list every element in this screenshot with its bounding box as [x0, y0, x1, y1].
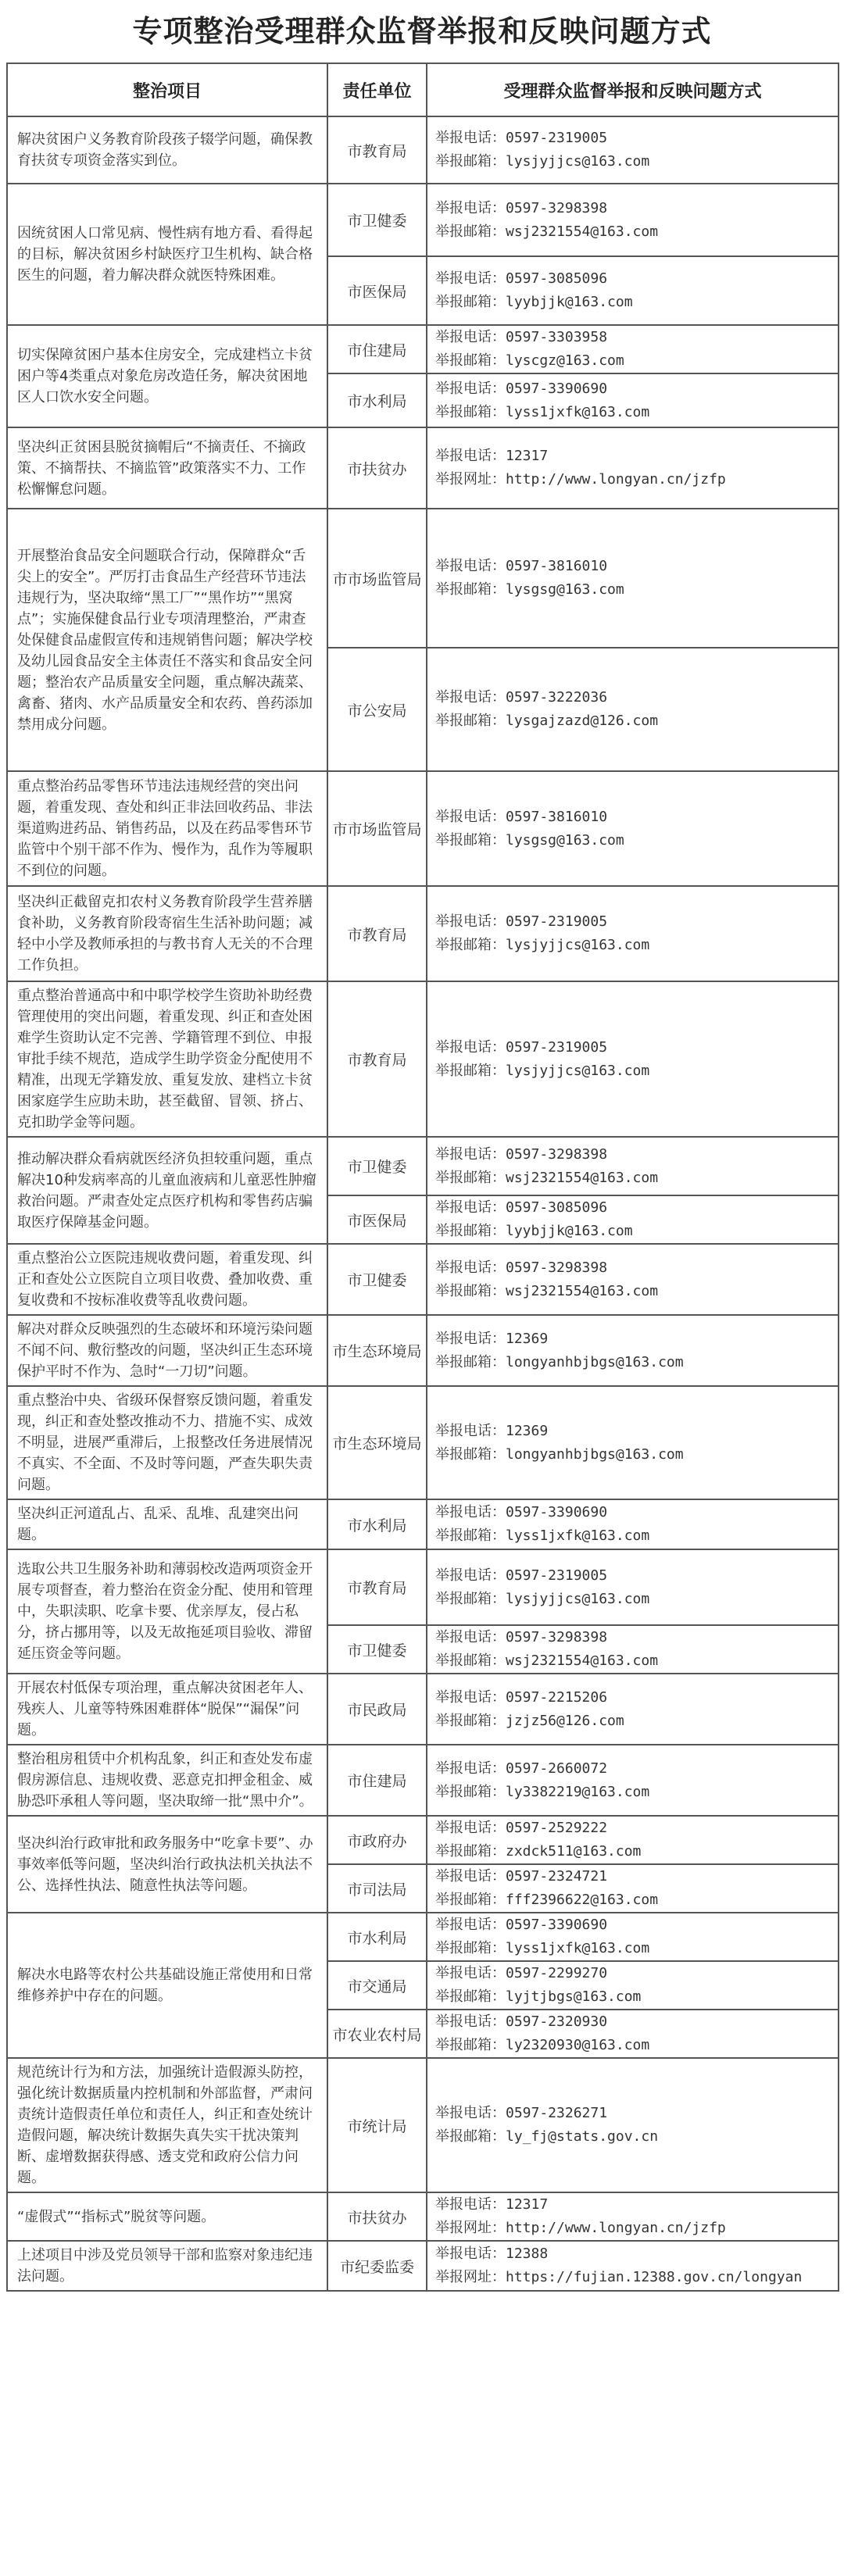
phone-label: 举报电话：	[435, 1567, 506, 1584]
item-cell: 因统贫困人口常见病、慢性病有地方看、看得起的目标，解决贫困乡村缺医疗卫生机构、缺合格医生的问题，着力解决群众就医特殊困难。	[7, 184, 327, 325]
email-line	[435, 1985, 830, 2009]
email-line	[435, 1167, 830, 1190]
phone-label: 举报电话：	[435, 1965, 506, 1981]
phone-label: 举报电话：	[435, 1422, 506, 1439]
table-row	[7, 981, 839, 1137]
phone-label: 举报电话：	[435, 558, 506, 574]
phone-line	[435, 445, 830, 468]
dept-cell: 市统计局	[327, 2058, 427, 2192]
table-row	[7, 1549, 839, 1625]
dept-cell: 市医保局	[327, 1195, 427, 1244]
phone-line	[435, 1327, 830, 1351]
email-line	[435, 220, 830, 244]
dept-cell: 市水利局	[327, 1913, 427, 1961]
phone-line	[435, 1036, 830, 1059]
email-line	[435, 1220, 830, 1243]
email-line	[435, 401, 830, 424]
phone-value: 0597-3085096	[506, 270, 608, 287]
phone-line	[435, 2102, 830, 2125]
phone-label: 举报电话：	[435, 199, 506, 216]
email-label: 举报邮箱：	[435, 294, 506, 310]
table-row	[7, 1816, 839, 1864]
dept-cell: 市扶贫办	[327, 427, 427, 509]
contact-cell	[427, 1499, 839, 1549]
phone-line	[435, 1913, 830, 1937]
email-line	[435, 150, 830, 173]
email-label: 举报邮箱：	[435, 1169, 506, 1186]
email-line	[435, 934, 830, 957]
email-value[interactable]: ly_fj@stats.gov.cn	[506, 2128, 659, 2145]
table-row	[7, 1499, 839, 1549]
table-row	[7, 1315, 839, 1386]
phone-label: 举报电话：	[435, 1038, 506, 1056]
phone-label: 举报电话：	[435, 130, 506, 146]
email-line	[435, 1840, 830, 1863]
phone-value: 0597-3222036	[506, 689, 608, 706]
phone-label: 举报电话：	[435, 1688, 506, 1706]
phone-line	[435, 555, 830, 578]
table-row	[7, 2192, 839, 2241]
email-line	[435, 829, 830, 852]
phone-value: 0597-3390690	[506, 380, 608, 397]
phone-value: 0597-2319005	[506, 1567, 608, 1584]
dept-cell: 市住建局	[327, 325, 427, 373]
phone-line	[435, 1420, 830, 1443]
email-line	[435, 1649, 830, 1673]
email-label: 举报邮箱：	[435, 1652, 506, 1669]
phone-value: 12317	[506, 2196, 549, 2213]
phone-line	[435, 1757, 830, 1781]
item-cell: 重点整治药品零售环节违法违规经营的突出问题，着重发现、查处和纠正非法回收药品、非法渠道购进药品、销售药品，以及在药品零售环节监管中个别干部不作为、慢作为，乱作为等履职不到位的问题。	[7, 771, 327, 886]
site-value[interactable]: https://fujian.12388.gov.cn/longyan	[506, 2269, 803, 2285]
email-label: 举报邮箱：	[435, 1892, 506, 1908]
phone-label: 举报电话：	[435, 448, 506, 464]
email-label: 举报邮箱：	[435, 2128, 506, 2145]
email-label: 举报邮箱：	[435, 1282, 506, 1299]
item-cell: 开展整治食品安全问题联合行动，保障群众“舌尖上的安全”。严厉打击食品生产经营环节违法违规行为，坚决取缔“黑工厂”“黑作坊”“黑窝点”；实施保健食品行业专项清理整治，严肃查处保健食品虚假宣传和违规销售问题；解决学校及幼儿园食品安全主体责任不落实和食品安全问题；整治农产品质量安全问题，重点解决蔬菜、禽畜、猪肉、水产品质量安全和农药、兽药添加禁用成分问题。	[7, 509, 327, 771]
email-label: 举报邮箱：	[435, 1590, 506, 1607]
email-value[interactable]: lyybjjk@163.com	[506, 1223, 633, 1239]
phone-value: 12369	[506, 1422, 549, 1439]
site-label: 举报网址：	[435, 2269, 506, 2285]
dept-cell: 市卫健委	[327, 184, 427, 256]
phone-label: 举报电话：	[435, 1917, 506, 1933]
phone-line	[435, 1626, 830, 1649]
email-value[interactable]: lyss1jxfk@163.com	[506, 1527, 650, 1544]
phone-line	[435, 1865, 830, 1888]
item-cell: 解决贫困户义务教育阶段孩子辍学问题，确保教育扶贫专项资金落实到位。	[7, 116, 327, 184]
email-line	[435, 1280, 830, 1303]
email-value[interactable]: lyss1jxfk@163.com	[506, 1940, 650, 1956]
phone-value: 0597-3298398	[506, 199, 608, 216]
phone-label: 举报电话：	[435, 2196, 506, 2213]
phone-line	[435, 1143, 830, 1167]
phone-line	[435, 806, 830, 829]
email-label: 举报邮箱：	[435, 713, 506, 729]
phone-label: 举报电话：	[435, 1259, 506, 1276]
table-row	[7, 1244, 839, 1315]
phone-value: 0597-2215206	[506, 1688, 608, 1706]
dept-cell: 市民政局	[327, 1674, 427, 1745]
dept-cell: 市司法局	[327, 1864, 427, 1913]
contact-cell	[427, 1745, 839, 1816]
email-value[interactable]: lyybjjk@163.com	[506, 294, 633, 310]
phone-label: 举报电话：	[435, 1629, 506, 1645]
contact-cell	[427, 1913, 839, 1961]
phone-line	[435, 1256, 830, 1280]
dept-cell: 市扶贫办	[327, 2192, 427, 2241]
item-cell: 重点整治中央、省级环保督察反馈问题，着重发现，纠正和查处整改推动不力、措施不实、成效不明显，进展严重滞后，上报整改任务进展情况不真实、不全面、不及时等问题，严查失职失责问题。	[7, 1386, 327, 1499]
item-cell: 坚决纠正河道乱占、乱采、乱堆、乱建突出问题。	[7, 1499, 327, 1549]
phone-label: 举报电话：	[435, 1330, 506, 1347]
table-header-row	[7, 63, 839, 116]
phone-value: 12388	[506, 2246, 549, 2262]
dept-cell: 市教育局	[327, 886, 427, 981]
phone-line	[435, 910, 830, 934]
site-line	[435, 2266, 830, 2289]
table-row	[7, 509, 839, 648]
item-cell: 切实保障贫困户基本住房安全，完成建档立卡贫困户等4类重点对象危房改造任务，解决贫困地区人口饮水安全问题。	[7, 325, 327, 427]
email-label: 举报邮箱：	[435, 223, 506, 240]
dept-cell: 市教育局	[327, 981, 427, 1137]
dept-cell: 市教育局	[327, 116, 427, 184]
table-row	[7, 1386, 839, 1499]
contact-cell	[427, 427, 839, 509]
dept-cell: 市医保局	[327, 256, 427, 325]
header-item: 整治项目	[7, 63, 327, 116]
contact-cell	[427, 771, 839, 886]
phone-line	[435, 686, 830, 709]
table-row	[7, 771, 839, 886]
phone-line	[435, 1501, 830, 1524]
dept-cell: 市交通局	[327, 1961, 427, 2010]
phone-line	[435, 1564, 830, 1588]
contact-cell	[427, 1864, 839, 1913]
phone-label: 举报电话：	[435, 1820, 506, 1836]
contact-cell	[427, 116, 839, 184]
phone-value: 0597-3390690	[506, 1917, 608, 1933]
site-label: 举报网址：	[435, 2220, 506, 2236]
phone-line	[435, 1962, 830, 1985]
phone-label: 举报电话：	[435, 1868, 506, 1885]
email-label: 举报邮箱：	[435, 153, 506, 170]
item-cell: 选取公共卫生服务补助和薄弱校改造两项资金开展专项督查，着力整治在资金分配、使用和管理中，失职渎职、吃拿卡要、优亲厚友，侵占私分，挤占挪用等，以及无故拖延项目验收、滞留延压资金等问题。	[7, 1549, 327, 1674]
table-row	[7, 1674, 839, 1745]
phone-line	[435, 127, 830, 150]
table-row	[7, 886, 839, 981]
phone-value: 0597-3303958	[506, 329, 608, 345]
phone-label: 举报电话：	[435, 2013, 506, 2030]
email-value[interactable]: wsj2321554@163.com	[506, 223, 659, 240]
item-cell: 重点整治普通高中和中职学校学生资助补助经费管理使用的突出问题，着重发现、纠正和查处困难学生资助认定不完善、学籍管理不到位、申报审批手续不规范，造成学生助学资金分配使用不精准，出现无学籍发放、重复发放、建档立卡贫困家庭学生应助未助，甚至截留、冒领、挤占、克扣助学金等问题。	[7, 981, 327, 1137]
email-value[interactable]: wsj2321554@163.com	[506, 1652, 659, 1669]
email-label: 举报邮箱：	[435, 937, 506, 953]
phone-line	[435, 2242, 830, 2266]
table-row	[7, 1913, 839, 1961]
contact-cell	[427, 2192, 839, 2241]
email-value[interactable]: wsj2321554@163.com	[506, 1282, 659, 1299]
email-value[interactable]: lysgsg@163.com	[506, 581, 624, 598]
email-value[interactable]: lysjyjjcs@163.com	[506, 937, 650, 953]
item-cell: 坚决纠正截留克扣农村义务教育阶段学生营养膳食补助，义务教育阶段寄宿生生活补助问题；减轻中小学及教师承担的与教书育人无关的不合理工作负担。	[7, 886, 327, 981]
email-line	[435, 578, 830, 602]
contact-cell	[427, 886, 839, 981]
dept-cell: 市水利局	[327, 373, 427, 427]
header-dept: 责任单位	[327, 63, 427, 116]
phone-label: 举报电话：	[435, 329, 506, 345]
contact-cell	[427, 184, 839, 256]
table-body	[7, 116, 839, 2291]
email-line	[435, 1059, 830, 1083]
phone-line	[435, 1196, 830, 1220]
dept-cell: 市生态环境局	[327, 1315, 427, 1386]
email-value[interactable]: ly2320930@163.com	[506, 2037, 650, 2053]
email-line	[435, 2125, 830, 2149]
email-value[interactable]: lyss1jxfk@163.com	[506, 403, 650, 420]
contact-cell	[427, 2010, 839, 2058]
email-line	[435, 291, 830, 314]
phone-line	[435, 267, 830, 291]
email-label: 举报邮箱：	[435, 352, 506, 369]
email-value[interactable]: longyanhbjbgs@163.com	[506, 1353, 684, 1370]
dept-cell: 市市场监管局	[327, 771, 427, 886]
phone-line	[435, 377, 830, 401]
table-row	[7, 1137, 839, 1195]
email-value[interactable]: lyjtjbgs@163.com	[506, 1988, 642, 2005]
phone-value: 0597-3298398	[506, 1629, 608, 1645]
email-line	[435, 1937, 830, 1960]
phone-line	[435, 1817, 830, 1840]
item-cell: 上述项目中涉及党员领导干部和监察对象违纪违法问题。	[7, 2241, 327, 2291]
item-cell: “虚假式”“指标式”脱贫等问题。	[7, 2192, 327, 2241]
contact-cell	[427, 1674, 839, 1745]
contact-cell	[427, 1549, 839, 1625]
table-row	[7, 1745, 839, 1816]
email-line	[435, 1710, 830, 1733]
phone-label: 举报电话：	[435, 2246, 506, 2262]
item-cell: 解决水电路等农村公共基础设施正常使用和日常维修养护中存在的问题。	[7, 1913, 327, 2058]
phone-value: 0597-2320930	[506, 2013, 608, 2030]
phone-value: 0597-3390690	[506, 1504, 608, 1520]
email-label: 举报邮箱：	[435, 1712, 506, 1729]
email-label: 举报邮箱：	[435, 831, 506, 849]
email-line	[435, 1443, 830, 1467]
contact-cell	[427, 1816, 839, 1864]
phone-value: 0597-2324721	[506, 1868, 608, 1885]
phone-label: 举报电话：	[435, 1504, 506, 1520]
dept-cell: 市教育局	[327, 1549, 427, 1625]
phone-value: 0597-3816010	[506, 558, 608, 574]
email-label: 举报邮箱：	[435, 1445, 506, 1463]
table-row	[7, 116, 839, 184]
email-label: 举报邮箱：	[435, 1353, 506, 1370]
table-row	[7, 2058, 839, 2192]
email-value[interactable]: wsj2321554@163.com	[506, 1169, 659, 1186]
phone-value: 0597-2299270	[506, 1965, 608, 1981]
dept-cell: 市公安局	[327, 648, 427, 771]
site-line	[435, 2217, 830, 2240]
table-row	[7, 2241, 839, 2291]
email-label: 举报邮箱：	[435, 1783, 506, 1800]
page-title: 专项整治受理群众监督举报和反映问题方式	[132, 13, 712, 48]
email-line	[435, 1888, 830, 1912]
contact-cell	[427, 325, 839, 373]
item-cell: 坚决纠正贫困县脱贫摘帽后“不摘责任、不摘政策、不摘帮扶、不摘监管”政策落实不力、工作松懈懈怠问题。	[7, 427, 327, 509]
table-row	[7, 184, 839, 256]
email-value[interactable]: longyanhbjbgs@163.com	[506, 1445, 684, 1463]
item-cell: 推动解决群众看病就医经济负担较重问题，重点解决10种发病率高的儿童血液病和儿童恶性肿瘤救治问题。严肃查处定点医疗机构和零售药店骗取医疗保障基金问题。	[7, 1137, 327, 1244]
email-value[interactable]: ly3382219@163.com	[506, 1783, 650, 1800]
phone-label: 举报电话：	[435, 808, 506, 825]
item-cell: 整治租房租赁中介机构乱象，纠正和查处发布虚假房源信息、违规收费、恶意克扣押金租金、威胁恐吓承租人等问题，坚决取缔一批“黑中介”。	[7, 1745, 327, 1816]
item-cell: 坚决纠治行政审批和政务服务中“吃拿卡要”、办事效率低等问题，坚决纠治行政执法机关执法不公、选择性执法、随意性执法等问题。	[7, 1816, 327, 1913]
dept-cell: 市卫健委	[327, 1137, 427, 1195]
phone-value: 12317	[506, 448, 549, 464]
contact-cell	[427, 648, 839, 771]
table-row	[7, 427, 839, 509]
email-value[interactable]: jzjz56@126.com	[506, 1712, 624, 1729]
email-value[interactable]: lysjyjjcs@163.com	[506, 153, 650, 170]
phone-value: 12369	[506, 1330, 549, 1347]
email-value[interactable]: lysgajzazd@126.com	[506, 713, 659, 729]
phone-value: 0597-3298398	[506, 1145, 608, 1163]
contact-cell	[427, 509, 839, 648]
dept-cell: 市政府办	[327, 1816, 427, 1864]
dept-cell: 市水利局	[327, 1499, 427, 1549]
contact-cell	[427, 2241, 839, 2291]
contact-cell	[427, 2058, 839, 2192]
phone-value: 0597-2660072	[506, 1760, 608, 1777]
header-contact: 受理群众监督举报和反映问题方式	[427, 63, 839, 116]
email-value[interactable]: fff2396622@163.com	[506, 1892, 659, 1908]
contact-cell	[427, 1961, 839, 2010]
contact-cell	[427, 256, 839, 325]
email-value[interactable]: lyscgz@163.com	[506, 352, 624, 369]
phone-value: 0597-2319005	[506, 130, 608, 146]
phone-value: 0597-2326271	[506, 2105, 608, 2121]
phone-label: 举报电话：	[435, 1145, 506, 1163]
phone-value: 0597-3298398	[506, 1259, 608, 1276]
email-line	[435, 349, 830, 373]
phone-label: 举报电话：	[435, 1760, 506, 1777]
phone-label: 举报电话：	[435, 2105, 506, 2121]
contact-cell	[427, 1195, 839, 1244]
phone-line	[435, 1686, 830, 1710]
dept-cell: 市卫健委	[327, 1625, 427, 1674]
email-line	[435, 709, 830, 733]
email-label: 举报邮箱：	[435, 1527, 506, 1544]
dept-cell: 市卫健委	[327, 1244, 427, 1315]
phone-line	[435, 197, 830, 220]
phone-value: 0597-2529222	[506, 1820, 608, 1836]
phone-label: 举报电话：	[435, 380, 506, 397]
contact-cell	[427, 981, 839, 1137]
email-value[interactable]: zxdck511@163.com	[506, 1843, 642, 1860]
phone-value: 0597-2319005	[506, 1038, 608, 1056]
site-line	[435, 468, 830, 491]
site-value[interactable]: http://www.longyan.cn/jzfp	[506, 471, 726, 488]
email-value[interactable]: lysjyjjcs@163.com	[506, 1062, 650, 1079]
dept-cell: 市市场监管局	[327, 509, 427, 648]
phone-value: 0597-3816010	[506, 808, 608, 825]
phone-label: 举报电话：	[435, 1199, 506, 1216]
item-cell: 重点整治公立医院违规收费问题，着重发现、纠正和查处公立医院自立项目收费、叠加收费、重复收费和不按标准收费等乱收费问题。	[7, 1244, 327, 1315]
phone-line	[435, 326, 830, 349]
dept-cell: 市住建局	[327, 1745, 427, 1816]
email-line	[435, 1588, 830, 1611]
dept-cell: 市生态环境局	[327, 1386, 427, 1499]
email-value[interactable]: lysjyjjcs@163.com	[506, 1590, 650, 1607]
phone-value: 0597-3085096	[506, 1199, 608, 1216]
table-row	[7, 325, 839, 373]
item-cell: 开展农村低保专项治理，重点解决贫困老年人、残疾人、儿童等特殊困难群体“脱保”“漏保”问题。	[7, 1674, 327, 1745]
site-value[interactable]: http://www.longyan.cn/jzfp	[506, 2220, 726, 2236]
email-line	[435, 1524, 830, 1548]
phone-line	[435, 2193, 830, 2217]
phone-line	[435, 2010, 830, 2034]
email-line	[435, 1781, 830, 1804]
email-label: 举报邮箱：	[435, 403, 506, 420]
site-label: 举报网址：	[435, 471, 506, 488]
email-label: 举报邮箱：	[435, 1940, 506, 1956]
email-label: 举报邮箱：	[435, 2037, 506, 2053]
contact-table	[6, 63, 839, 2292]
email-label: 举报邮箱：	[435, 1843, 506, 1860]
phone-label: 举报电话：	[435, 689, 506, 706]
email-label: 举报邮箱：	[435, 1062, 506, 1079]
email-label: 举报邮箱：	[435, 581, 506, 598]
dept-cell: 市纪委监委	[327, 2241, 427, 2291]
item-cell: 解决对群众反映强烈的生态破坏和环境污染问题不闻不问、敷衍整改的问题，坚决纠正生态环境保护平时不作为、急时“一刀切”问题。	[7, 1315, 327, 1386]
contact-cell	[427, 1244, 839, 1315]
email-label: 举报邮箱：	[435, 1988, 506, 2005]
email-value[interactable]: lysgsg@163.com	[506, 831, 624, 849]
contact-cell	[427, 1386, 839, 1499]
contact-cell	[427, 373, 839, 427]
email-label: 举报邮箱：	[435, 1223, 506, 1239]
contact-cell	[427, 1137, 839, 1195]
contact-cell	[427, 1315, 839, 1386]
contact-cell	[427, 1625, 839, 1674]
item-cell: 规范统计行为和方法，加强统计造假源头防控，强化统计数据质量内控机制和外部监督，严肃问责统计造假责任单位和责任人，纠正和查处统计造假问题，解决统计数据失真失实干扰决策判断、虚增数据获得感、透支党和政府公信力问题。	[7, 2058, 327, 2192]
email-line	[435, 1351, 830, 1374]
phone-label: 举报电话：	[435, 913, 506, 930]
email-line	[435, 2034, 830, 2057]
phone-value: 0597-2319005	[506, 913, 608, 930]
phone-label: 举报电话：	[435, 270, 506, 287]
dept-cell: 市农业农村局	[327, 2010, 427, 2058]
